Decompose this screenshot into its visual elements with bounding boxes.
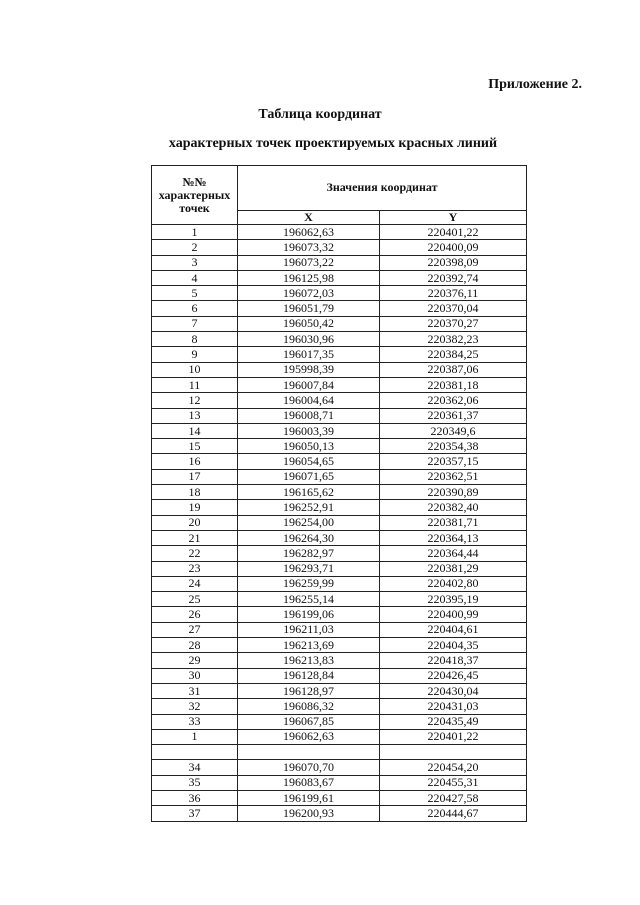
point-number-cell: 24: [152, 576, 238, 591]
table-row: [152, 408, 527, 423]
point-number-cell: 11: [152, 377, 238, 392]
y-coordinate-cell: 220435,49: [380, 714, 527, 729]
point-number-cell: 30: [152, 668, 238, 683]
table-row: [152, 515, 527, 530]
point-number-cell: 13: [152, 408, 238, 423]
point-number-cell: 27: [152, 622, 238, 637]
point-number-cell: 37: [152, 806, 238, 821]
x-coordinate-cell: 196252,91: [238, 500, 380, 515]
x-coordinate-cell: 196073,32: [238, 240, 380, 255]
y-coordinate-cell: 220390,89: [380, 485, 527, 500]
x-coordinate-cell: 196086,32: [238, 699, 380, 714]
y-coordinate-cell: 220431,03: [380, 699, 527, 714]
table-row: [152, 790, 527, 805]
x-coordinate-cell: 196067,85: [238, 714, 380, 729]
table-body: [152, 225, 527, 822]
x-coordinate-cell: 196213,83: [238, 653, 380, 668]
y-coordinate-cell: 220395,19: [380, 592, 527, 607]
x-coordinate-cell: [238, 745, 380, 760]
y-coordinate-cell: 220400,99: [380, 607, 527, 622]
table-row: [152, 592, 527, 607]
table-subtitle: характерных точек проектируемых красных линий: [168, 136, 498, 151]
y-coordinate-cell: 220430,04: [380, 683, 527, 698]
appendix-label: Приложение 2.: [488, 77, 582, 92]
table-row: [152, 439, 527, 454]
y-coordinate-cell: 220376,11: [380, 286, 527, 301]
x-coordinate-cell: 196200,93: [238, 806, 380, 821]
table-row: [152, 714, 527, 729]
table-row: [152, 729, 527, 744]
table-row: [152, 607, 527, 622]
coordinates-table: [151, 165, 527, 822]
x-coordinate-cell: 196128,97: [238, 683, 380, 698]
point-number-cell: 34: [152, 760, 238, 775]
point-number-header-line: №№: [182, 174, 207, 189]
x-coordinate-cell: 196073,22: [238, 255, 380, 270]
x-coordinate-cell: 196070,70: [238, 760, 380, 775]
point-number-cell: 14: [152, 423, 238, 438]
point-number-cell: 8: [152, 332, 238, 347]
point-number-cell: 23: [152, 561, 238, 576]
table-row: [152, 332, 527, 347]
y-coordinate-cell: 220354,38: [380, 439, 527, 454]
x-coordinate-cell: 196254,00: [238, 515, 380, 530]
point-number-cell: 33: [152, 714, 238, 729]
point-number-cell: 29: [152, 653, 238, 668]
y-coordinate-cell: 220362,06: [380, 393, 527, 408]
table-row: [152, 745, 527, 760]
point-number-cell: 21: [152, 530, 238, 545]
y-coordinate-cell: 220357,15: [380, 454, 527, 469]
x-coordinate-cell: 196165,62: [238, 485, 380, 500]
point-number-cell: 2: [152, 240, 238, 255]
table-row: [152, 622, 527, 637]
table-title: Таблица координат: [258, 107, 382, 122]
y-coordinate-cell: 220401,22: [380, 225, 527, 240]
table-row: [152, 347, 527, 362]
y-coordinate-cell: 220381,71: [380, 515, 527, 530]
y-coordinate-cell: 220382,40: [380, 500, 527, 515]
point-number-cell: [152, 745, 238, 760]
x-coordinate-cell: 196062,63: [238, 729, 380, 744]
table-row: [152, 561, 527, 576]
point-number-header: [152, 166, 238, 225]
y-coordinate-cell: 220364,13: [380, 530, 527, 545]
x-coordinate-cell: 196062,63: [238, 225, 380, 240]
point-number-header-line: точек: [179, 200, 210, 215]
point-number-cell: 32: [152, 699, 238, 714]
y-coordinate-cell: 220404,61: [380, 622, 527, 637]
point-number-header-line: характерных: [158, 187, 231, 202]
x-coordinate-cell: 196008,71: [238, 408, 380, 423]
table-row: [152, 760, 527, 775]
x-coordinate-cell: 196050,42: [238, 316, 380, 331]
point-number-cell: 3: [152, 255, 238, 270]
y-coordinate-cell: 220401,22: [380, 729, 527, 744]
x-coordinate-cell: 196293,71: [238, 561, 380, 576]
table-row: [152, 638, 527, 653]
table-row: [152, 270, 527, 285]
x-column-header: X: [238, 210, 380, 225]
point-number-cell: 18: [152, 485, 238, 500]
x-coordinate-cell: 196213,69: [238, 638, 380, 653]
y-coordinate-cell: 220444,67: [380, 806, 527, 821]
point-number-cell: 35: [152, 775, 238, 790]
point-number-cell: 15: [152, 439, 238, 454]
y-coordinate-cell: 220381,29: [380, 561, 527, 576]
y-coordinate-cell: 220387,06: [380, 362, 527, 377]
point-number-cell: 5: [152, 286, 238, 301]
point-number-cell: 28: [152, 638, 238, 653]
y-coordinate-cell: 220361,37: [380, 408, 527, 423]
table-row: [152, 485, 527, 500]
table-row: [152, 576, 527, 591]
point-number-cell: 19: [152, 500, 238, 515]
table-row: [152, 699, 527, 714]
x-coordinate-cell: 196125,98: [238, 270, 380, 285]
y-coordinate-cell: 220349,6: [380, 423, 527, 438]
x-coordinate-cell: 196007,84: [238, 377, 380, 392]
y-coordinate-cell: 220364,44: [380, 546, 527, 561]
x-coordinate-cell: 196004,64: [238, 393, 380, 408]
point-number-cell: 9: [152, 347, 238, 362]
table-row: [152, 286, 527, 301]
y-coordinate-cell: 220381,18: [380, 377, 527, 392]
table-row: [152, 500, 527, 515]
table-row: [152, 316, 527, 331]
y-coordinate-cell: 220454,20: [380, 760, 527, 775]
table-row: [152, 653, 527, 668]
point-number-cell: 16: [152, 454, 238, 469]
x-coordinate-cell: 196071,65: [238, 469, 380, 484]
y-coordinate-cell: 220382,23: [380, 332, 527, 347]
x-coordinate-cell: 196030,96: [238, 332, 380, 347]
y-coordinate-cell: 220455,31: [380, 775, 527, 790]
y-column-header: Y: [380, 210, 527, 225]
table-row: [152, 423, 527, 438]
x-coordinate-cell: 196199,61: [238, 790, 380, 805]
table-row: [152, 301, 527, 316]
y-coordinate-cell: 220370,27: [380, 316, 527, 331]
x-coordinate-cell: 196255,14: [238, 592, 380, 607]
point-number-cell: 31: [152, 683, 238, 698]
y-coordinate-cell: [380, 745, 527, 760]
table-row: [152, 469, 527, 484]
x-coordinate-cell: 196072,03: [238, 286, 380, 301]
y-coordinate-cell: 220418,37: [380, 653, 527, 668]
point-number-cell: 25: [152, 592, 238, 607]
coordinate-values-header: Значения координат: [238, 166, 527, 211]
point-number-cell: 17: [152, 469, 238, 484]
x-coordinate-cell: 196050,13: [238, 439, 380, 454]
x-coordinate-cell: 196051,79: [238, 301, 380, 316]
y-coordinate-cell: 220426,45: [380, 668, 527, 683]
point-number-cell: 4: [152, 270, 238, 285]
y-coordinate-cell: 220402,80: [380, 576, 527, 591]
table-row: [152, 393, 527, 408]
point-number-cell: 36: [152, 790, 238, 805]
point-number-cell: 10: [152, 362, 238, 377]
point-number-cell: 12: [152, 393, 238, 408]
point-number-cell: 7: [152, 316, 238, 331]
x-coordinate-cell: 196083,67: [238, 775, 380, 790]
x-coordinate-cell: 195998,39: [238, 362, 380, 377]
table-row: [152, 775, 527, 790]
table-row: [152, 546, 527, 561]
table-row: [152, 668, 527, 683]
table-row: [152, 454, 527, 469]
point-number-cell: 26: [152, 607, 238, 622]
y-coordinate-cell: 220370,04: [380, 301, 527, 316]
point-number-cell: 1: [152, 225, 238, 240]
table-row: [152, 806, 527, 821]
x-coordinate-cell: 196282,97: [238, 546, 380, 561]
x-coordinate-cell: 196259,99: [238, 576, 380, 591]
y-coordinate-cell: 220384,25: [380, 347, 527, 362]
point-number-cell: 22: [152, 546, 238, 561]
table-row: [152, 377, 527, 392]
point-number-cell: 6: [152, 301, 238, 316]
x-coordinate-cell: 196054,65: [238, 454, 380, 469]
x-coordinate-cell: 196003,39: [238, 423, 380, 438]
table-row: [152, 683, 527, 698]
y-coordinate-cell: 220404,35: [380, 638, 527, 653]
table-row: [152, 362, 527, 377]
y-coordinate-cell: 220362,51: [380, 469, 527, 484]
point-number-cell: 20: [152, 515, 238, 530]
x-coordinate-cell: 196264,30: [238, 530, 380, 545]
table-row: [152, 255, 527, 270]
y-coordinate-cell: 220392,74: [380, 270, 527, 285]
point-number-cell: 1: [152, 729, 238, 744]
table-row: [152, 530, 527, 545]
table-row: [152, 225, 527, 240]
x-coordinate-cell: 196211,03: [238, 622, 380, 637]
x-coordinate-cell: 196128,84: [238, 668, 380, 683]
y-coordinate-cell: 220398,09: [380, 255, 527, 270]
table-row: [152, 240, 527, 255]
x-coordinate-cell: 196199,06: [238, 607, 380, 622]
x-coordinate-cell: 196017,35: [238, 347, 380, 362]
y-coordinate-cell: 220427,58: [380, 790, 527, 805]
y-coordinate-cell: 220400,09: [380, 240, 527, 255]
